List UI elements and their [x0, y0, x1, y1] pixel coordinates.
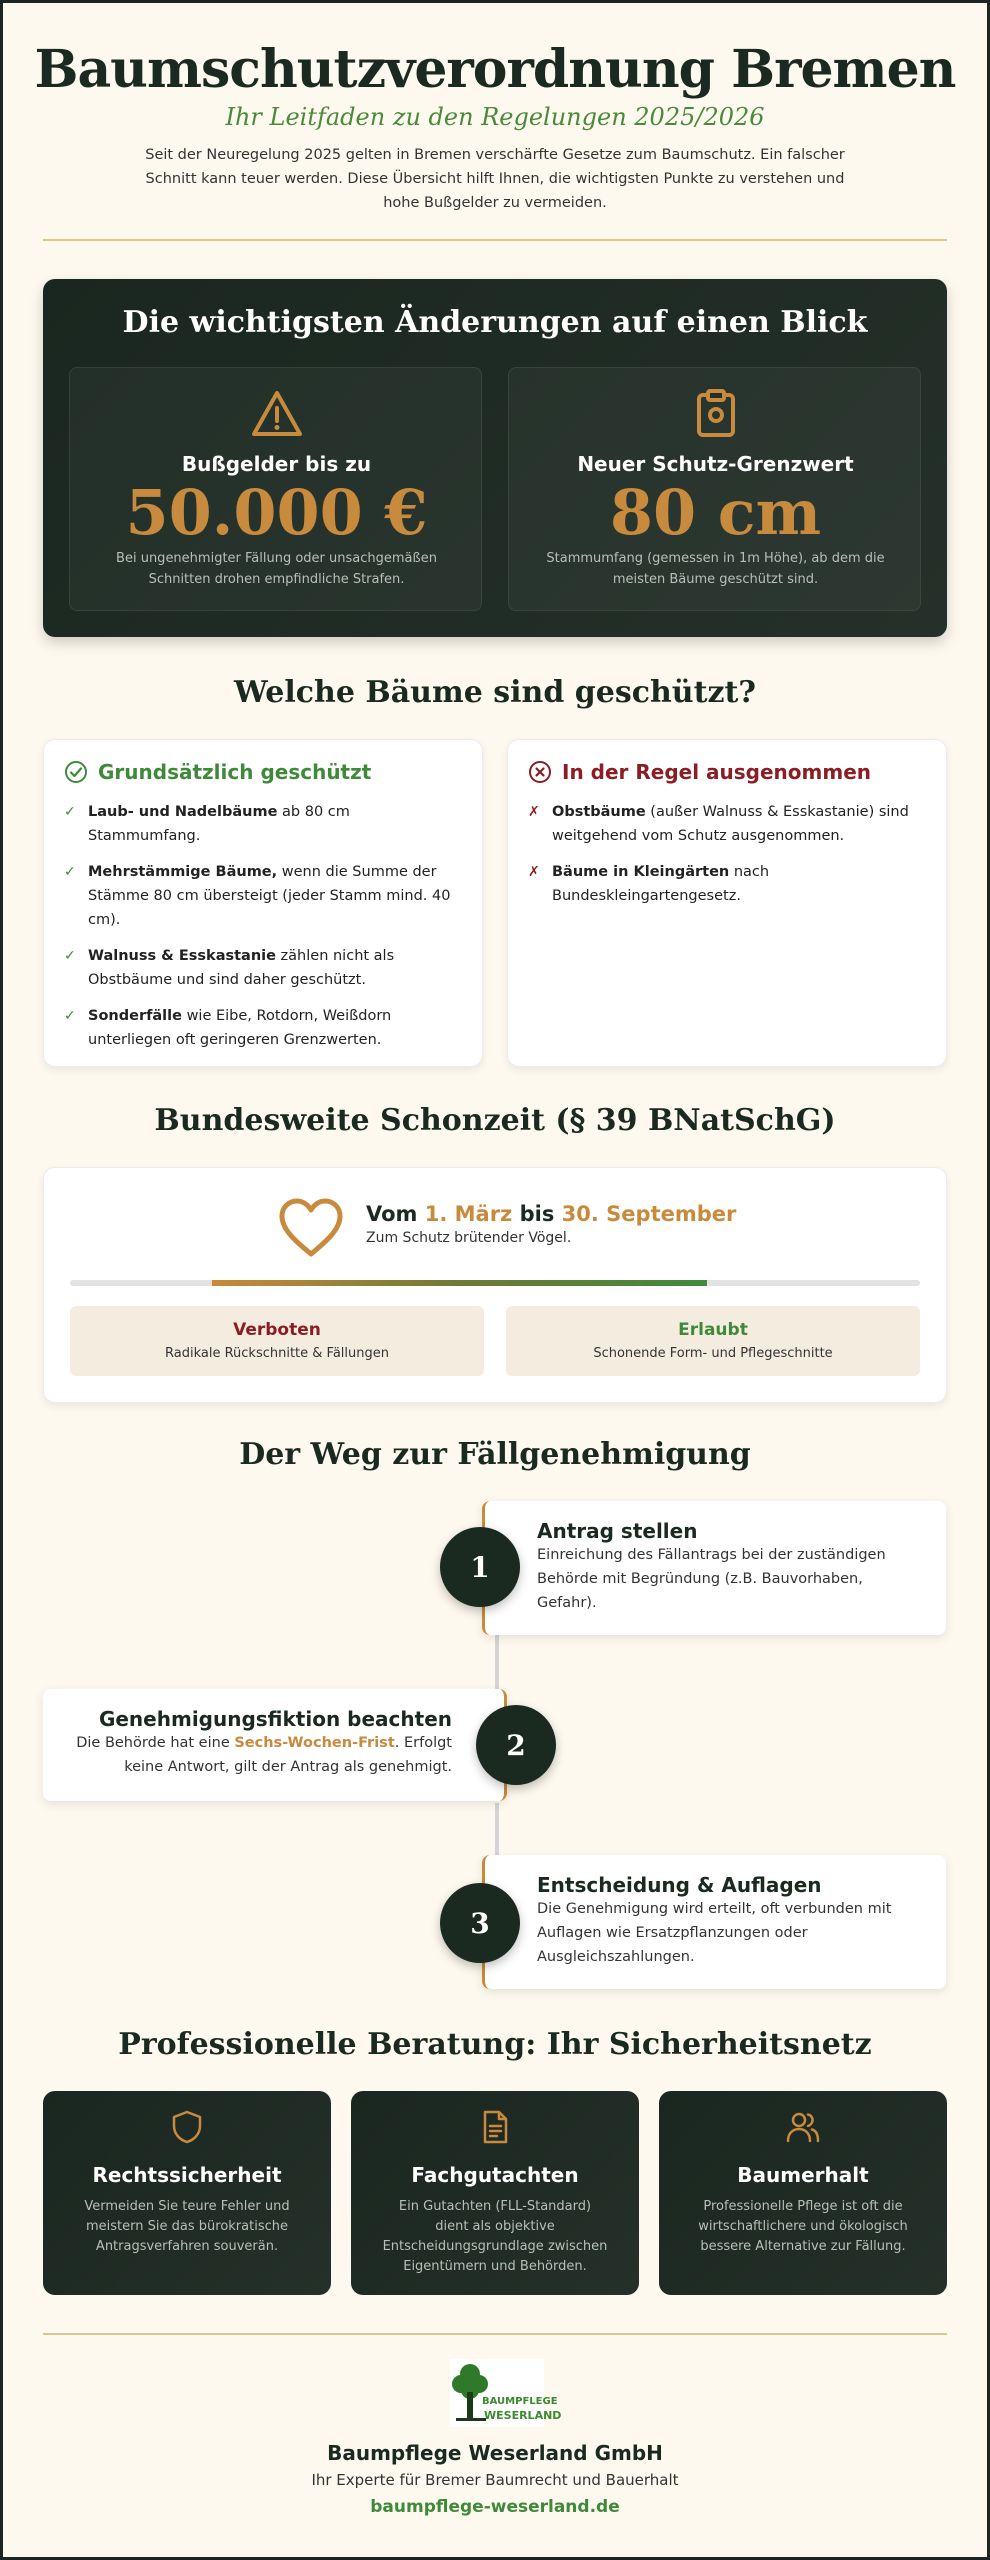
x-icon: ✗	[528, 864, 540, 880]
item-text: wenn die Summe der Stämme 80 cm übersteigt (jeder Stamm mind. 40 cm).	[88, 864, 451, 928]
step-desc: Die Genehmigung wird erteilt, oft verbunden mit Auflagen wie Ersatzpflanzungen oder Ausgleichszahlungen.	[537, 1901, 892, 1965]
item-bold: Obstbäume	[552, 804, 646, 820]
check-icon: ✓	[64, 1008, 76, 1024]
beratung-card-title: Baumerhalt	[737, 2163, 869, 2187]
fine-label: Bußgelder bis zu	[181, 452, 372, 476]
fine-desc: Bei ungenehmigter Fällung oder unsachgemäßen Schnitten drohen empfindliche Strafen.	[116, 551, 437, 587]
period-to-label: bis	[512, 1202, 562, 1226]
shield-icon	[169, 2109, 205, 2145]
item-text: (außer Walnuss & Esskastanie) sind weitgehend vom Schutz ausgenommen.	[552, 804, 909, 844]
excluded-heading-label: In der Regel ausgenommen	[562, 760, 871, 784]
item-bold: Sonderfälle	[88, 1008, 182, 1024]
beratung-title: Professionelle Beratung: Ihr Sicherheitsnetz	[118, 2027, 872, 2062]
page-title: Baumschutzverordnung Bremen	[34, 39, 956, 100]
page-subtitle: Ihr Leitfaden zu den Regelungen 2025/2026	[225, 103, 765, 131]
list-item	[64, 944, 464, 992]
check-icon: ✓	[64, 948, 76, 964]
beratung-card-rechtssicherheit	[43, 2091, 331, 2295]
step-number-3: 3	[440, 1883, 520, 1963]
item-text: ab 80 cm Stammumfang.	[88, 804, 350, 844]
allowed-title: Erlaubt	[678, 1320, 748, 1340]
clipboard-icon	[690, 388, 742, 440]
beratung-card-desc: Professionelle Pflege ist oft die wirtschaftlichere und ökologisch bessere Alternative zur Fällung.	[698, 2199, 908, 2254]
excluded-heading	[528, 758, 871, 786]
protected-card	[43, 739, 483, 1067]
fine-card	[69, 367, 482, 611]
list-item	[64, 1004, 464, 1052]
changes-title: Die wichtigsten Änderungen auf einen Blick	[122, 305, 868, 340]
protected-heading	[64, 758, 371, 786]
step-desc-post: . Erfolgt keine Antwort, gilt der Antrag als genehmigt.	[124, 1735, 452, 1775]
excluded-list	[528, 800, 928, 920]
schonzeit-title: Bundesweite Schonzeit (§ 39 BNatSchG)	[154, 1103, 836, 1138]
protected-heading-label: Grundsätzlich geschützt	[98, 760, 372, 784]
allowed-box	[506, 1306, 920, 1376]
item-bold: Laub- und Nadelbäume	[88, 804, 278, 820]
check-icon: ✓	[64, 804, 76, 820]
company-name: Baumpflege Weserland GmbH	[327, 2441, 663, 2465]
warning-icon	[251, 388, 303, 440]
beratung-card-fachgutachten	[351, 2091, 639, 2295]
threshold-desc: Stammumfang (gemessen in 1m Höhe), ab dem die meisten Bäume geschützt sind.	[546, 551, 885, 587]
step-card-1	[482, 1501, 946, 1635]
protected-list	[64, 800, 464, 1064]
steps-title: Der Weg zur Fällgenehmigung	[239, 1437, 751, 1472]
forbidden-text: Radikale Rückschnitte & Fällungen	[165, 1346, 389, 1361]
company-tagline: Ihr Experte für Bremer Baumrecht und Bauerhalt	[311, 2471, 679, 2489]
period-start: 1. März	[424, 1202, 513, 1226]
step-desc	[72, 1731, 452, 1779]
period-from-label: Vom	[366, 1202, 425, 1226]
item-text: nach Bundeskleingartengesetz.	[552, 864, 770, 904]
beratung-card-desc: Ein Gutachten (FLL-Standard) dient als objektive Entscheidungsgrundlage zwischen Eigentümern und Behörden.	[382, 2199, 608, 2274]
schonzeit-card	[43, 1167, 947, 1403]
step-desc: Einreichung des Fällantrags bei der zuständigen Behörde mit Begründung (z.B. Bauvorhaben, Gefahr).	[537, 1547, 886, 1611]
schonzeit-subtitle: Zum Schutz brütender Vögel.	[366, 1230, 572, 1246]
document-icon	[477, 2109, 513, 2145]
item-text: zählen nicht als Obstbäume und sind daher geschützt.	[88, 948, 395, 988]
step-connector	[495, 1633, 499, 1689]
list-item	[64, 800, 464, 848]
logo-text: WESERLAND	[484, 2409, 562, 2422]
intro-text: Seit der Neuregelung 2025 gelten in Bremen verschärfte Gesetze zum Baumschutz. Ein falscher Schnitt kann teuer werden. Diese Übersicht hilft Ihnen, die wichtigsten Punkte zu verstehen und hohe Bußgelder zu vermeiden.	[145, 147, 845, 211]
season-active-range	[212, 1280, 708, 1286]
company-logo	[450, 2359, 562, 2427]
logo-text: BAUMPFLEGE	[482, 2396, 558, 2407]
item-bold: Walnuss & Esskastanie	[88, 948, 276, 964]
item-text: wie Eibe, Rotdorn, Weißdorn unterliegen oft geringeren Grenzwerten.	[88, 1008, 392, 1048]
forbidden-box	[70, 1306, 484, 1376]
period-end: 30. September	[561, 1202, 737, 1226]
list-item	[64, 860, 464, 932]
check-circle-icon	[64, 760, 88, 784]
step-number-1: 1	[440, 1527, 520, 1607]
forbidden-title: Verboten	[233, 1320, 321, 1340]
threshold-label: Neuer Schutz-Grenzwert	[577, 452, 854, 476]
list-item	[528, 800, 928, 848]
step-title: Entscheidung & Auflagen	[537, 1873, 822, 1897]
x-circle-icon	[528, 760, 552, 784]
threshold-card	[508, 367, 921, 611]
item-bold: Bäume in Kleingärten	[552, 864, 730, 880]
step-card-3	[482, 1855, 946, 1989]
step-connector	[495, 1803, 499, 1859]
step-card-2	[43, 1689, 507, 1801]
step-title: Genehmigungsfiktion beachten	[98, 1707, 452, 1731]
step-desc-pre: Die Behörde hat eine	[76, 1735, 235, 1751]
step-title: Antrag stellen	[537, 1519, 698, 1543]
list-item	[528, 860, 928, 908]
beratung-card-title: Fachgutachten	[411, 2163, 579, 2187]
beratung-card-desc: Vermeiden Sie teure Fehler und meistern Sie das bürokratische Antragsverfahren souverän.	[84, 2199, 290, 2254]
changes-panel	[43, 279, 947, 637]
page	[3, 3, 987, 2557]
allowed-text: Schonende Form- und Pflegeschnitte	[593, 1346, 833, 1361]
x-icon: ✗	[528, 804, 540, 820]
step-desc-accent: Sechs-Wochen-Frist	[234, 1735, 395, 1751]
trees-title: Welche Bäume sind geschützt?	[234, 675, 756, 710]
website-link[interactable]: baumpflege-weserland.de	[370, 2497, 620, 2517]
beratung-card-baumerhalt	[659, 2091, 947, 2295]
divider	[43, 239, 947, 241]
heart-icon	[276, 1196, 346, 1260]
schonzeit-period	[366, 1202, 736, 1226]
step-number-2: 2	[476, 1705, 556, 1785]
divider	[43, 2333, 947, 2335]
threshold-value: 80 cm	[609, 476, 822, 549]
beratung-card-title: Rechtssicherheit	[92, 2163, 282, 2187]
season-timeline	[70, 1280, 920, 1286]
check-icon: ✓	[64, 864, 76, 880]
excluded-card	[507, 739, 947, 1067]
users-icon	[785, 2109, 821, 2145]
fine-value: 50.000 €	[125, 476, 428, 549]
item-bold: Mehrstämmige Bäume,	[88, 864, 278, 880]
